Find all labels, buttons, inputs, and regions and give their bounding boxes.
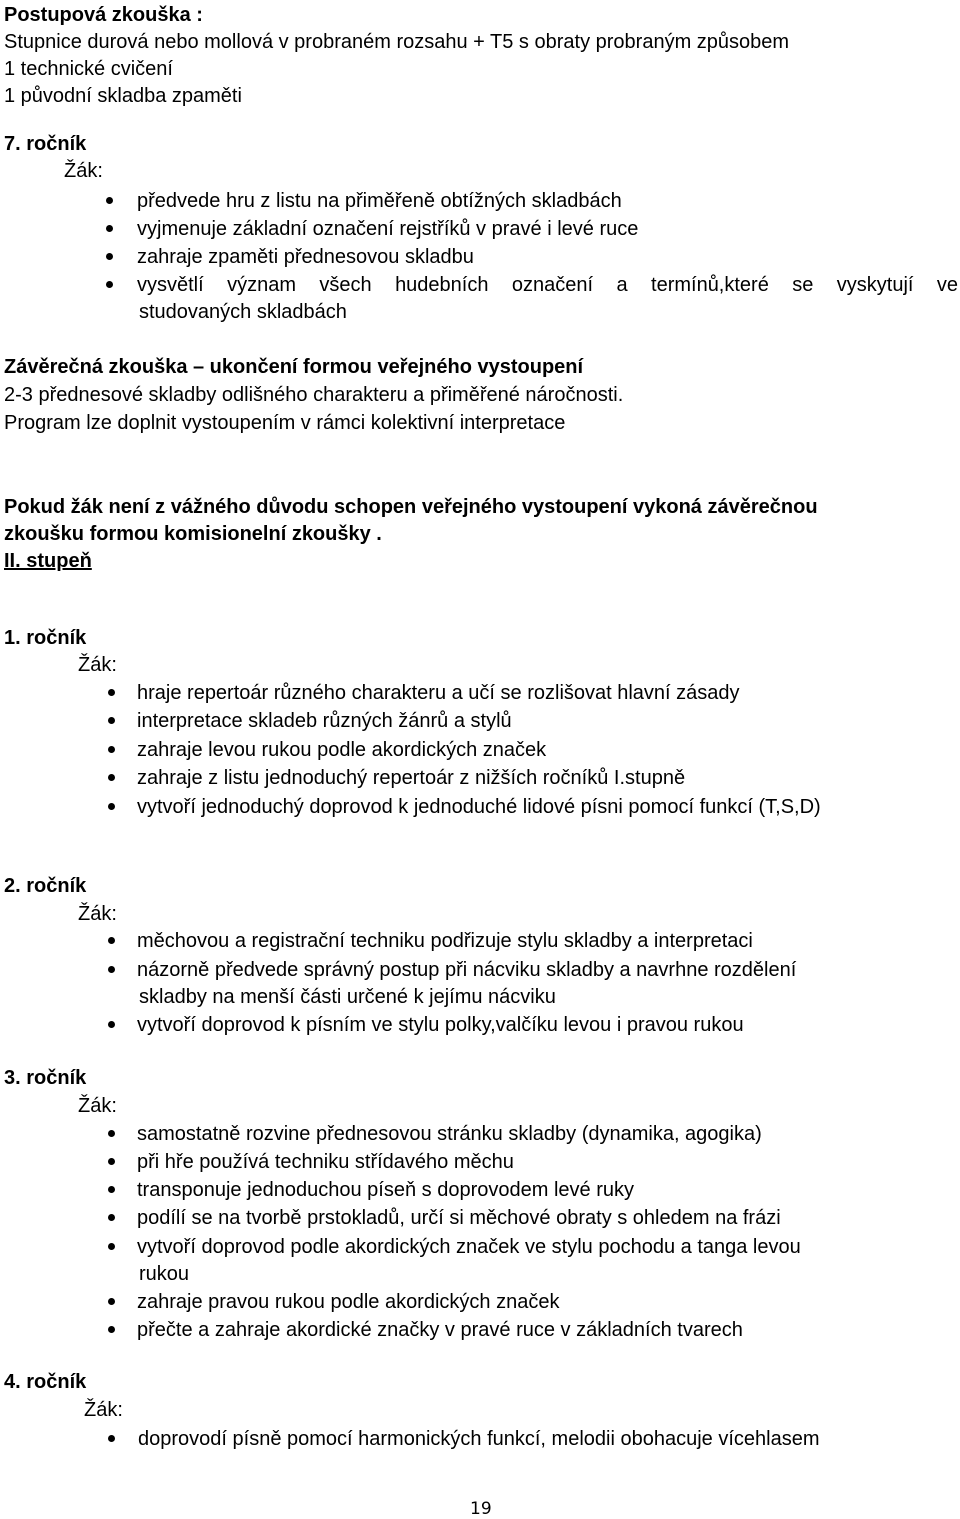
postupova-heading: Postupová zkouška :	[4, 4, 203, 26]
bullet-icon	[108, 1021, 115, 1028]
zaverecna-line: Program lze doplnit vystoupením v rámci kolektivní interpretace	[4, 412, 566, 434]
bullet-icon	[108, 1243, 115, 1250]
bullet-icon	[106, 197, 113, 204]
list-item: zahraje levou rukou podle akordických značek	[137, 739, 547, 761]
list-item: interpretace skladeb různých žánrů a stylů	[137, 710, 512, 732]
list-item: při hře používá techniku střídavého měchu	[137, 1151, 514, 1173]
bullet-icon	[108, 1435, 115, 1442]
bullet-icon	[108, 1214, 115, 1221]
list-item: předvede hru z listu na přiměřeně obtížných skladbách	[137, 190, 622, 212]
postupova-line: 1 původní skladba zpaměti	[4, 85, 242, 107]
bullet-icon	[108, 774, 115, 781]
list-item: vyjmenuje základní označení rejstříků v pravé i levé ruce	[137, 218, 639, 240]
zaverecna-line: 2-3 přednesové skladby odlišného charakteru a přiměřené náročnosti.	[4, 384, 624, 406]
list-item: vytvoří jednoduchý doprovod k jednoduché lidové písni pomocí funkcí (T,S,D)	[137, 796, 821, 818]
list-item-continuation: rukou	[139, 1263, 190, 1285]
page-number: 19	[470, 1499, 492, 1519]
bullet-icon	[108, 1186, 115, 1193]
postupova-line: Stupnice durová nebo mollová v probraném rozsahu + T5 s obraty probraným způsobem	[4, 31, 790, 53]
zak-label: Žák:	[78, 903, 117, 925]
stupen-heading: II. stupeň	[4, 550, 92, 572]
bullet-icon	[108, 937, 115, 944]
bullet-icon	[108, 1298, 115, 1305]
list-item: vysvětlí význam všech hudebních označení a termínů,které se vyskytují ve	[137, 274, 958, 296]
zak-label: Žák:	[64, 160, 103, 182]
list-item: názorně předvede správný postup při nácviku skladby a navrhne rozdělení	[137, 959, 797, 981]
section-title-4: 4. ročník	[4, 1371, 87, 1393]
zak-label: Žák:	[78, 654, 117, 676]
section-title-7: 7. ročník	[4, 133, 87, 155]
list-item: transponuje jednoduchou píseň s doprovodem levé ruky	[137, 1179, 634, 1201]
list-item: měchovou a registrační techniku podřizuje stylu skladby a interpretaci	[137, 930, 753, 952]
section-title-3: 3. ročník	[4, 1067, 87, 1089]
pokud-line: zkoušku formou komisionelní zkoušky .	[4, 523, 382, 545]
section-title-2: 2. ročník	[4, 875, 87, 897]
bullet-icon	[108, 746, 115, 753]
pokud-line: Pokud žák není z vážného důvodu schopen veřejného vystoupení vykoná závěrečnou	[4, 496, 818, 518]
bullet-icon	[108, 1158, 115, 1165]
list-item: podílí se na tvorbě prstokladů, určí si měchové obraty s ohledem na frázi	[137, 1207, 781, 1229]
bullet-icon	[108, 689, 115, 696]
bullet-icon	[108, 1130, 115, 1137]
list-item-continuation: skladby na menší části určené k jejímu nácviku	[139, 986, 556, 1008]
zak-label: Žák:	[84, 1399, 123, 1421]
list-item-continuation: studovaných skladbách	[139, 301, 347, 323]
list-item: zahraje z listu jednoduchý repertoár z nižších ročníků I.stupně	[137, 767, 686, 789]
list-item: zahraje zpaměti přednesovou skladbu	[137, 246, 474, 268]
zak-label: Žák:	[78, 1095, 117, 1117]
bullet-icon	[106, 253, 113, 260]
section-title-1: 1. ročník	[4, 627, 87, 649]
list-item: zahraje pravou rukou podle akordických značek	[137, 1291, 560, 1313]
bullet-icon	[108, 1326, 115, 1333]
list-item: hraje repertoár různého charakteru a učí se rozlišovat hlavní zásady	[137, 682, 740, 704]
postupova-line: 1 technické cvičení	[4, 58, 173, 80]
bullet-icon	[106, 281, 113, 288]
list-item: samostatně rozvine přednesovou stránku skladby (dynamika, agogika)	[137, 1123, 762, 1145]
bullet-icon	[106, 225, 113, 232]
list-item: přečte a zahraje akordické značky v pravé ruce v základních tvarech	[137, 1319, 743, 1341]
zaverecna-heading: Závěrečná zkouška – ukončení formou veřejného vystoupení	[4, 356, 584, 378]
list-item: doprovodí písně pomocí harmonických funkcí, melodii obohacuje vícehlasem	[138, 1428, 820, 1450]
list-item: vytvoří doprovod podle akordických značek ve stylu pochodu a tanga levou	[137, 1236, 801, 1258]
bullet-icon	[108, 966, 115, 973]
list-item: vytvoří doprovod k písním ve stylu polky,valčíku levou i pravou rukou	[137, 1014, 744, 1036]
bullet-icon	[108, 717, 115, 724]
bullet-icon	[108, 803, 115, 810]
